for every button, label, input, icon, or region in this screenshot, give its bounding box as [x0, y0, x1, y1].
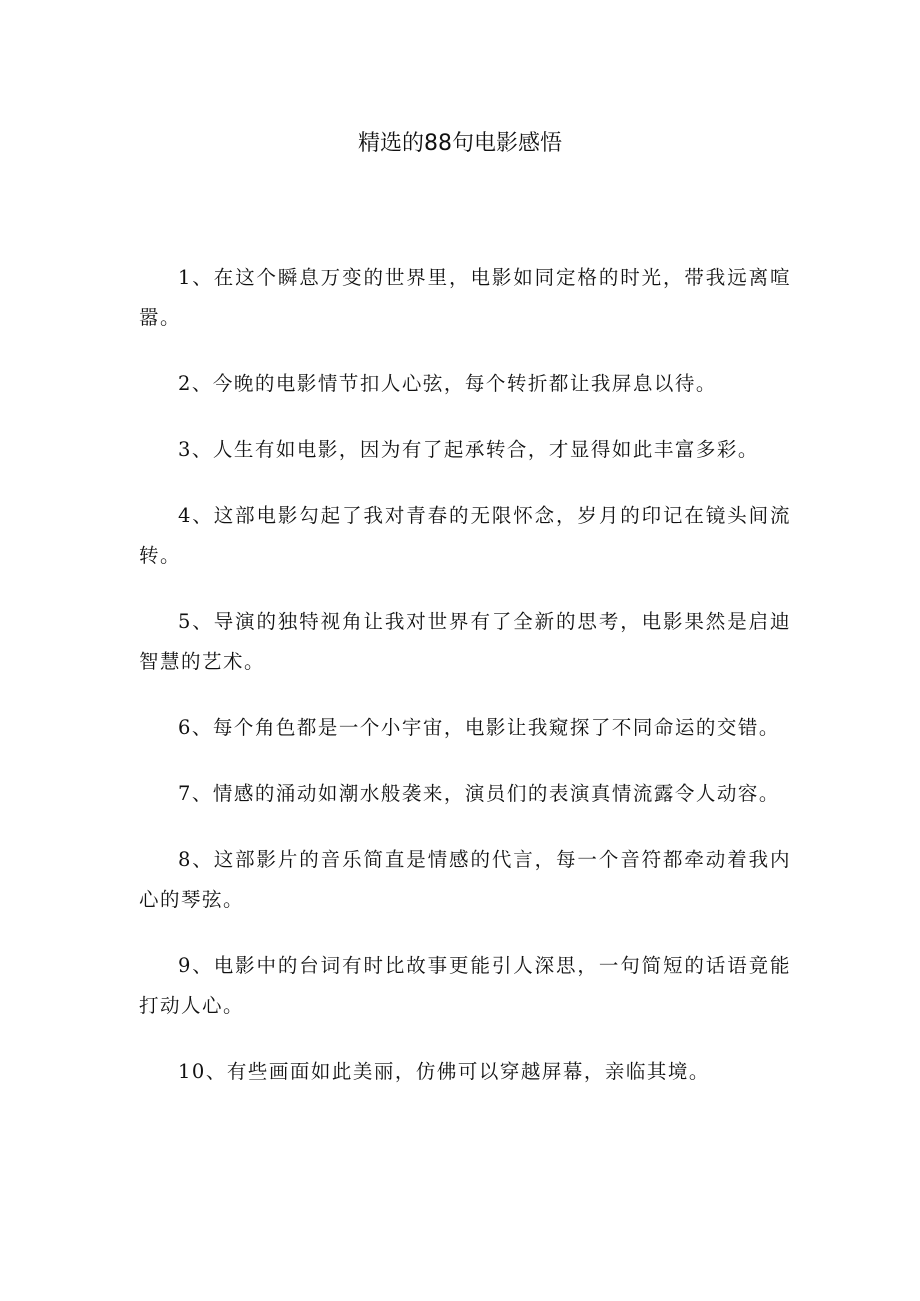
page-title: 精选的88句电影感悟: [358, 131, 562, 156]
list-item: 9、电影中的台词有时比故事更能引人深思，一句简短的话语竟能打动人心。: [139, 954, 791, 1017]
list-item: 7、情感的涌动如潮水般袭来，演员们的表演真情流露令人动容。: [178, 782, 780, 805]
list-item: 10、有些画面如此美丽，仿佛可以穿越屏幕，亲临其境。: [178, 1060, 710, 1083]
quote-list: [139, 258, 791, 1118]
list-item: 4、这部电影勾起了我对青春的无限怀念，岁月的印记在镜头间流转。: [139, 504, 791, 567]
list-item: 8、这部影片的音乐简直是情感的代言，每一个音符都牵动着我内心的琴弦。: [139, 848, 791, 911]
list-item: 1、在这个瞬息万变的世界里，电影如同定格的时光，带我远离喧嚣。: [139, 266, 791, 329]
list-item: 2、今晚的电影情节扣人心弦，每个转折都让我屏息以待。: [178, 372, 717, 395]
list-item: 5、导演的独特视角让我对世界有了全新的思考，电影果然是启迪智慧的艺术。: [139, 610, 791, 673]
list-item: 3、人生有如电影，因为有了起承转合，才显得如此丰富多彩。: [178, 438, 759, 461]
list-item: 6、每个角色都是一个小宇宙，电影让我窥探了不同命运的交错。: [178, 716, 780, 739]
